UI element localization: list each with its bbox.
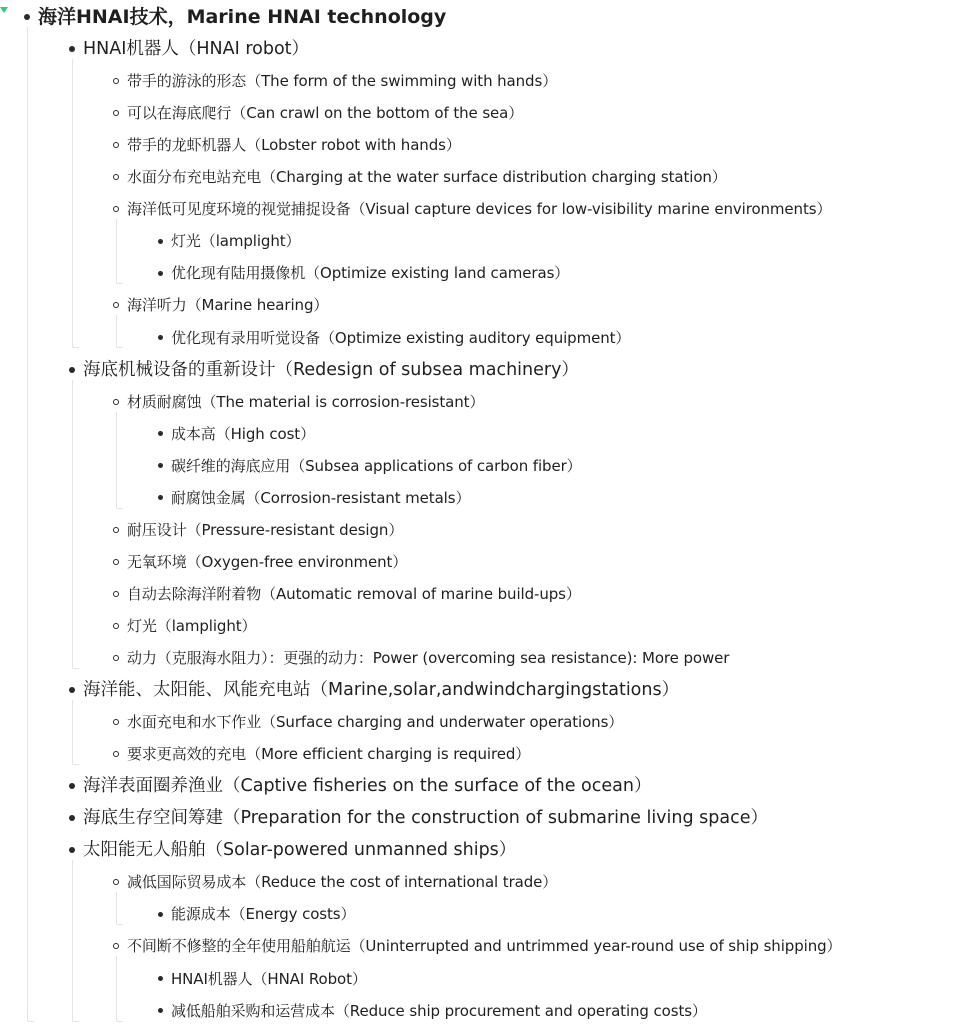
outline-node-text[interactable]: 耐压设计（Pressure-resistant design） — [127, 520, 404, 539]
outline-node-text[interactable]: 动力（克服海水阻力）：更强的动力：Power (overcoming sea resistance): More power — [127, 649, 730, 667]
outline-node-text[interactable]: 优化现有陆用摄像机（Optimize existing land cameras） — [171, 264, 570, 283]
bullet-dot-icon[interactable] — [24, 14, 30, 20]
bullet-ring-icon[interactable] — [113, 206, 119, 212]
bullet-dot-icon[interactable] — [158, 495, 163, 500]
bullet-ring-icon[interactable] — [113, 879, 119, 885]
indent-guide-line — [72, 380, 79, 669]
bullet-ring-icon[interactable] — [113, 78, 119, 84]
bullet-dot-icon[interactable] — [69, 46, 75, 52]
outline-node-text[interactable]: 要求更高效的充电（More efficient charging is required） — [127, 745, 531, 764]
outline-node-text[interactable]: HNAI机器人（HNAI robot） — [83, 39, 310, 60]
bullet-ring-icon[interactable] — [113, 591, 119, 597]
outline-node-text[interactable]: 减低船舶采购和运营成本（Reduce ship procurement and operating costs） — [171, 1001, 707, 1020]
outline-node-text[interactable]: 带手的龙虾机器人（Lobster robot with hands） — [127, 136, 461, 155]
outline-node-text[interactable]: 无氧环境（Oxygen-free environment） — [127, 552, 408, 571]
bullet-ring-icon[interactable] — [113, 174, 119, 180]
indent-guide-line — [72, 700, 79, 765]
outline-node-text[interactable]: 成本高（High cost） — [171, 424, 315, 443]
bullet-ring-icon[interactable] — [113, 623, 119, 629]
bullet-ring-icon[interactable] — [113, 110, 119, 116]
bullet-dot-icon[interactable] — [158, 335, 163, 340]
outline-node-text[interactable]: 海洋HNAI技术，Marine HNAI technology — [38, 6, 447, 28]
bullet-dot-icon[interactable] — [158, 976, 163, 981]
outline-node-text[interactable]: 海洋能、太阳能、风能充电站（Marine,solar,andwindchargingstations） — [83, 680, 680, 701]
outline-node-text[interactable]: 水面充电和水下作业（Surface charging and underwater operations） — [127, 713, 624, 732]
outline-node-text[interactable]: HNAI机器人（HNAI Robot） — [171, 969, 367, 988]
outline-node-text[interactable]: 灯光（lamplight） — [171, 232, 301, 251]
bullet-dot-icon[interactable] — [69, 687, 75, 693]
bullet-ring-icon[interactable] — [113, 655, 119, 661]
root-guide-line — [27, 28, 34, 1013]
indent-guide-line — [116, 956, 123, 1021]
outline-node-text[interactable]: 能源成本（Energy costs） — [171, 905, 356, 924]
bullet-dot-icon[interactable] — [158, 463, 163, 468]
indent-guide-line — [116, 892, 123, 925]
outline-node-text[interactable]: 海洋表面圈养渔业（Captive fisheries on the surface of the ocean） — [83, 776, 652, 797]
outline-node-text[interactable]: 可以在海底爬行（Can crawl on the bottom of the sea） — [127, 104, 524, 123]
outline-node-text[interactable]: 海洋听力（Marine hearing） — [127, 296, 329, 315]
bullet-dot-icon[interactable] — [69, 815, 75, 821]
outline-node-text[interactable]: 海底机械设备的重新设计（Redesign of subsea machinery） — [83, 359, 579, 380]
bullet-dot-icon[interactable] — [69, 367, 75, 373]
bullet-dot-icon[interactable] — [158, 239, 163, 244]
bullet-dot-icon[interactable] — [158, 1008, 163, 1013]
outline-node-text[interactable]: 耐腐蚀金属（Corrosion-resistant metals） — [171, 488, 471, 507]
bullet-ring-icon[interactable] — [113, 527, 119, 533]
outline-node-text[interactable]: 太阳能无人船舶（Solar-powered unmanned ships） — [83, 840, 517, 861]
bullet-dot-icon[interactable] — [158, 431, 163, 436]
outline-node-text[interactable]: 减低国际贸易成本（Reduce the cost of international trade） — [127, 873, 558, 892]
outline-node-text[interactable]: 自动去除海洋附着物（Automatic removal of marine build-ups） — [127, 584, 581, 603]
bullet-ring-icon[interactable] — [113, 399, 119, 405]
outline-node-text[interactable]: 带手的游泳的形态（The form of the swimming with hands） — [127, 72, 558, 91]
indent-guide-line — [72, 59, 79, 348]
bullet-ring-icon[interactable] — [113, 142, 119, 148]
outline-node-text[interactable]: 优化现有录用听觉设备（Optimize existing auditory equipment） — [171, 328, 631, 347]
indent-guide-line — [116, 219, 123, 284]
outline-node-text[interactable]: 海洋低可见度环境的视觉捕捉设备（Visual capture devices for low-visibility marine environments） — [127, 200, 832, 219]
indent-guide-line — [116, 412, 123, 509]
bullet-dot-icon[interactable] — [69, 847, 75, 853]
collapse-triangle-icon[interactable] — [0, 7, 8, 13]
outline-node-text[interactable]: 不间断不修整的全年使用船舶航运（Uninterrupted and untrimmed year-round use of ship shipping） — [127, 937, 842, 956]
outline-node-text[interactable]: 碳纤维的海底应用（Subsea applications of carbon fiber） — [171, 456, 582, 475]
bullet-ring-icon[interactable] — [113, 559, 119, 565]
bullet-dot-icon[interactable] — [158, 271, 163, 276]
bullet-ring-icon[interactable] — [113, 719, 119, 725]
bullet-dot-icon[interactable] — [69, 783, 75, 789]
outline-node-text[interactable]: 水面分布充电站充电（Charging at the water surface distribution charging station） — [127, 168, 727, 187]
bullet-ring-icon[interactable] — [113, 302, 119, 308]
indent-guide-line — [116, 315, 123, 348]
outline-node-text[interactable]: 材质耐腐蚀（The material is corrosion-resistant） — [127, 392, 485, 411]
outline-node-text[interactable]: 海底生存空间筹建（Preparation for the construction of submarine living space） — [83, 808, 768, 829]
bullet-ring-icon[interactable] — [113, 943, 119, 949]
bullet-ring-icon[interactable] — [113, 751, 119, 757]
indent-guide-line — [72, 860, 79, 1021]
bullet-dot-icon[interactable] — [158, 912, 163, 917]
outline-node-text[interactable]: 灯光（lamplight） — [127, 616, 257, 635]
